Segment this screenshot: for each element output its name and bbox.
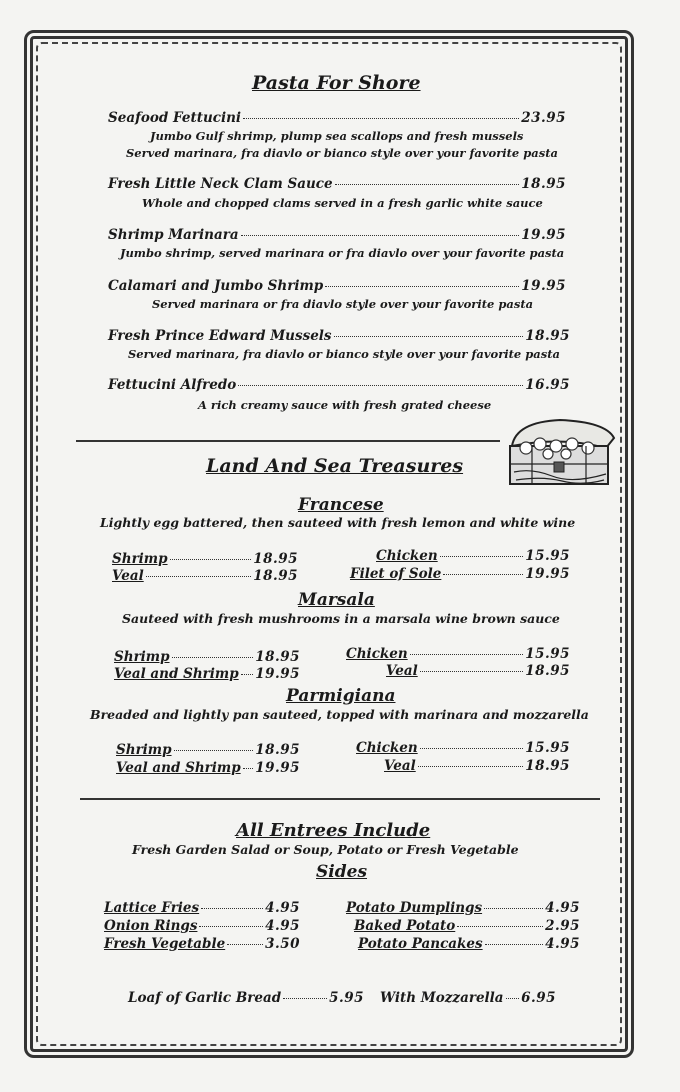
item-name: Veal and Shrimp <box>116 760 241 776</box>
sides-title: Sides <box>316 862 368 882</box>
item-price: 15.95 <box>525 740 570 756</box>
marsala-description: Sauteed with fresh mushrooms in a marsala wine brown sauce <box>122 611 560 626</box>
item-description: Served marinara, fra diavlo or bianco style over your favorite pasta <box>128 347 560 361</box>
item-name: Potato Dumplings <box>346 900 483 916</box>
item-name: Chicken <box>346 646 408 662</box>
item-price: 3.50 <box>265 936 300 952</box>
entrees-description: Fresh Garden Salad or Soup, Potato or Fresh Vegetable <box>132 842 519 857</box>
item-name: Shrimp <box>112 551 168 567</box>
item-name: Veal <box>112 568 144 584</box>
item-name: Fettucini Alfredo <box>108 377 237 393</box>
menu-item <box>108 278 566 294</box>
item-price: 18.95 <box>525 758 570 774</box>
item-description: Served marinara or fra diavlo style over your favorite pasta <box>152 297 534 311</box>
item-price: 15.95 <box>525 548 570 564</box>
item-price: 19.95 <box>521 278 566 294</box>
menu-item <box>116 742 300 758</box>
item-name: Onion Rings <box>104 918 198 934</box>
menu-item <box>112 568 298 584</box>
item-name: Veal and Shrimp <box>114 666 239 682</box>
item-name: Lattice Fries <box>104 900 200 916</box>
menu-item <box>108 377 570 393</box>
item-price: 4.95 <box>545 900 580 916</box>
menu-item <box>104 900 300 916</box>
item-name: Calamari and Jumbo Shrimp <box>108 278 324 294</box>
item-description: Jumbo shrimp, served marinara or fra diavlo over your favorite pasta <box>120 246 565 260</box>
item-name: Fresh Vegetable <box>104 936 226 952</box>
item-name: Loaf of Garlic Bread <box>128 990 282 1006</box>
treasure-chest-icon <box>502 418 620 488</box>
item-price: 18.95 <box>253 551 298 567</box>
item-description: Whole and chopped clams served in a fresh garlic white sauce <box>142 196 543 210</box>
menu-item <box>114 649 300 665</box>
menu-item <box>384 758 570 774</box>
item-name: Chicken <box>376 548 438 564</box>
item-price: 2.95 <box>545 918 580 934</box>
item-description: Jumbo Gulf shrimp, plump sea scallops and fresh mussels <box>150 129 524 143</box>
menu-item <box>108 227 566 243</box>
land-sea-section-title: Land And Sea Treasures <box>206 455 464 477</box>
item-price: 23.95 <box>521 110 566 126</box>
item-name: Chicken <box>356 740 418 756</box>
item-price: 19.95 <box>255 760 300 776</box>
item-price: 4.95 <box>265 900 300 916</box>
item-name: Seafood Fettucini <box>108 110 242 126</box>
item-name: Shrimp Marinara <box>108 227 239 243</box>
item-price: 6.95 <box>521 990 556 1006</box>
item-description: A rich creamy sauce with fresh grated cheese <box>198 398 492 412</box>
menu-item <box>108 110 566 126</box>
francese-title: Francese <box>298 495 384 515</box>
menu-item <box>108 176 566 192</box>
item-price: 19.95 <box>255 666 300 682</box>
item-name: Potato Pancakes <box>358 936 483 952</box>
menu-item <box>114 666 300 682</box>
marsala-title: Marsala <box>298 590 375 610</box>
item-price: 4.95 <box>265 918 300 934</box>
item-price: 5.95 <box>329 990 364 1006</box>
menu-item <box>104 918 300 934</box>
item-name: With Mozzarella <box>380 990 504 1006</box>
pasta-section-title: Pasta For Shore <box>252 72 421 94</box>
menu-item <box>112 551 298 567</box>
item-price: 15.95 <box>525 646 570 662</box>
item-name: Shrimp <box>114 649 170 665</box>
menu-item <box>346 646 570 662</box>
item-price: 18.95 <box>525 328 570 344</box>
francese-description: Lightly egg battered, then sauteed with fresh lemon and white wine <box>100 515 576 530</box>
item-price: 19.95 <box>525 566 570 582</box>
item-name: Filet of Sole <box>350 566 442 582</box>
item-price: 18.95 <box>253 568 298 584</box>
item-name: Fresh Little Neck Clam Sauce <box>108 176 333 192</box>
menu-item <box>116 760 300 776</box>
section-divider <box>80 798 600 800</box>
item-name: Shrimp <box>116 742 172 758</box>
entrees-title: All Entrees Include <box>236 820 431 841</box>
item-description: Served marinara, fra diavlo or bianco style over your favorite pasta <box>126 146 558 160</box>
garlic-bread-item <box>128 990 364 1006</box>
menu-item <box>346 900 580 916</box>
menu-item <box>108 328 570 344</box>
item-name: Veal <box>386 663 418 679</box>
parmigiana-description: Breaded and lightly pan sauteed, topped with marinara and mozzarella <box>90 707 589 722</box>
item-price: 18.95 <box>255 742 300 758</box>
item-name: Baked Potato <box>354 918 456 934</box>
item-price: 18.95 <box>521 176 566 192</box>
item-name: Fresh Prince Edward Mussels <box>108 328 332 344</box>
item-name: Veal <box>384 758 416 774</box>
menu-item <box>350 566 570 582</box>
garlic-bread-mozzarella-item <box>380 990 556 1006</box>
menu-item <box>104 936 300 952</box>
item-price: 19.95 <box>521 227 566 243</box>
item-price: 4.95 <box>545 936 580 952</box>
parmigiana-title: Parmigiana <box>286 686 396 706</box>
menu-item <box>358 936 580 952</box>
item-price: 16.95 <box>525 377 570 393</box>
menu-item <box>356 740 570 756</box>
menu-item <box>376 548 570 564</box>
menu-item <box>386 663 570 679</box>
section-divider <box>76 440 500 442</box>
item-price: 18.95 <box>255 649 300 665</box>
item-price: 18.95 <box>525 663 570 679</box>
menu-item <box>354 918 580 934</box>
